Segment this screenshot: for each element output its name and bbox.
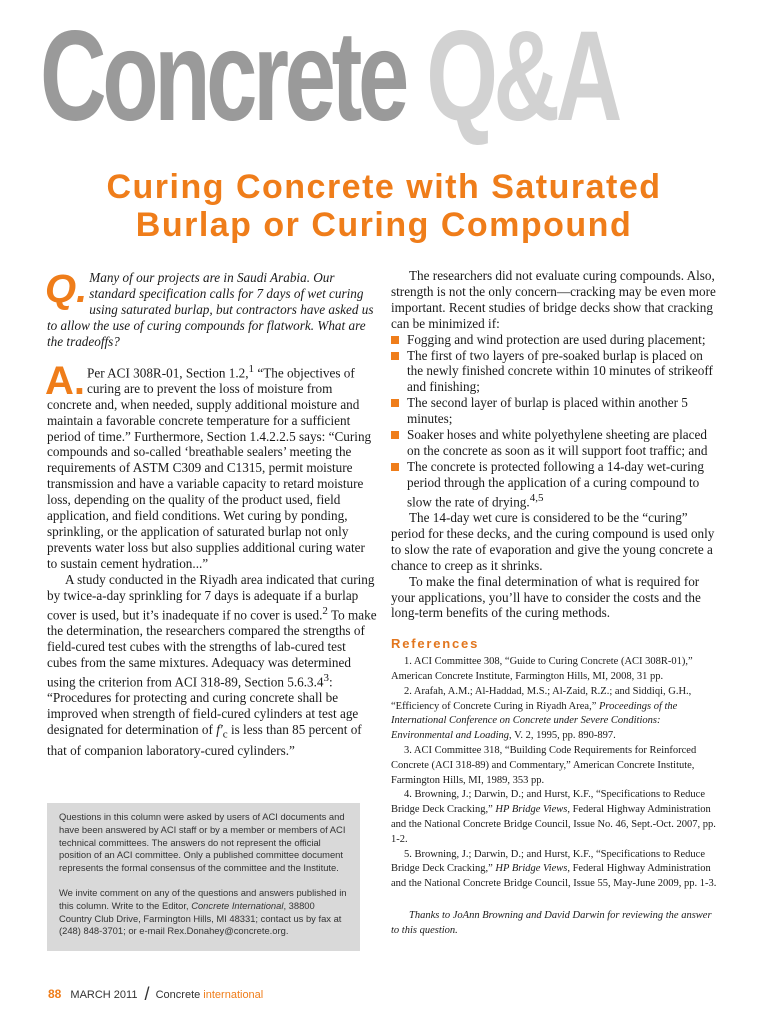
fc-symbol: f′ (216, 721, 223, 737)
bullet-5-text: The concrete is protected following a 14-day wet-curing period through the application of a curing compound to slow the rate of drying. (407, 458, 704, 510)
answer-p2-text-c: : “Procedures for protecting and curing concrete shall be improved when strength of field-cured cylinders at test age designated for determination of (47, 673, 359, 737)
issue-date: MARCH 2011 (70, 989, 138, 1001)
masthead-qa: Q&A (426, 18, 619, 148)
left-column (45, 267, 377, 759)
bullet-item: The first of two layers of pre-soaked burlap is placed on the newly finished concrete within 10 minutes of strikeoff and finishing; (391, 348, 721, 396)
masthead-word: Concrete (40, 18, 405, 148)
masthead-title (40, 18, 618, 148)
answer-paragraph-4: The 14-day wet cure is considered to be the “curing” period for these decks, and the curing compound is used only to slow the rate of evaporation and give the young concrete a chance to creep as it shrinks. (391, 509, 715, 573)
bullet-item: Fogging and wind protection are used during placement; (391, 332, 721, 348)
reference-4-text: 4. Browning, J.; Darwin, D.; and Hurst, K.F., “Specifications to Reduce Bridge Deck Cracking,” (391, 789, 705, 816)
question-paragraph (45, 267, 377, 350)
answer-paragraph-5: To make the final determination of what is required for your applications, you’ll have to consider the costs and the long-term benefits of the curing methods. (391, 573, 701, 621)
reference-2-tail: , V. 2, 1995, pp. 890-897. (509, 730, 616, 742)
reference-1: 1. ACI Committee 308, “Guide to Curing Concrete (ACI 308R-01),” American Concrete Institute, Farmington Hills, MI, 2008, 31 pp. (391, 656, 693, 683)
page-footer (48, 982, 263, 1003)
reference-5-title: HP Bridge Views (495, 863, 568, 875)
disclaimer-box (47, 803, 360, 951)
invite-text-b: , 38800 Country Club Drive, Farmington Hills, MI 48331; contact us by fax at (248) 848-3701; or e-mail Rex.Donahey@concrete.org. (59, 899, 342, 937)
reference-4-title: HP Bridge Views (495, 804, 568, 816)
answer-p2-text-b: To make the determination, the researchers compared the strengths of field-cured test cubes with the strengths of lab-cured test cubes from the same mixtures. Adequacy was determined using the criterion from ACI 318-89, Section 5.6.3.4 (47, 606, 377, 689)
article-title-line2: Burlap or Curing Compound (135, 206, 633, 244)
question-drop-letter: Q. (45, 267, 88, 311)
reference-3: 3. ACI Committee 318, “Building Code Requirements for Reinforced Concrete (ACI 318-89) and Commentary,” American Concrete Institute, Farmington Hills, MI, 1989, 353 pp. (391, 745, 697, 786)
answer-paragraph-1 (45, 358, 377, 572)
fc-subscript: c (222, 728, 228, 741)
answer-paragraph-3: The researchers did not evaluate curing compounds. Also, strength is not the only concern—cracking may be even more important. Recent studies of bridge decks show that cracking can be minimized if: (391, 268, 716, 331)
question-text: Many of our projects are in Saudi Arabia. Our standard specification calls for 7 days of wet curing using saturated burlap, but contractors have asked us to allow the use of curing compounds for flatwork. What are the tradeoffs? (47, 270, 374, 349)
bullet-item (391, 459, 721, 510)
reference-5 (391, 848, 721, 892)
bullet-item: Soaker hoses and white polyethylene sheeting are placed on the concrete as soon as it will support foot traffic; and (391, 427, 721, 459)
footer-divider: / (144, 984, 150, 1004)
citation-2: 2 (322, 604, 328, 617)
article-title (0, 168, 768, 244)
invite-comment-text (59, 887, 348, 938)
right-column (391, 268, 721, 939)
brand-international: international (200, 989, 264, 1001)
citation-3: 3 (323, 671, 330, 684)
disclaimer-text: Questions in this column were asked by users of ACI documents and have been answered by ACI staff or by a member or members of ACI technical committees. The answers do not represent the official position of an ACI committee. Only a published committee document represents the formal consensus of the committee and the Institute. (59, 811, 346, 874)
answer-drop-letter: A. (45, 358, 85, 403)
answer-paragraph-2 (47, 572, 377, 759)
reference-5-text: 5. Browning, J.; Darwin, D.; and Hurst, K.F., “Specifications to Reduce Bridge Deck Cracking,” (391, 848, 705, 875)
reference-2-title: Proceedings of the International Conference on Concrete under Severe Conditions: Environmental and Loading (391, 700, 678, 742)
reference-4-tail: , Federal Highway Administration and the National Concrete Bridge Council, Issue No. 46, Sept.-Oct. 2007, pp. 1-2. (391, 804, 716, 845)
brand-concrete: Concrete (155, 989, 201, 1001)
reference-5-tail: , Federal Highway Administration and the National Concrete Bridge Council, Issue 55, May-June 2009, pp. 1-3. (391, 863, 717, 890)
reference-2 (391, 685, 721, 744)
answer-p1-text-b: “The objectives of curing are to prevent the loss of moisture from concrete and, when needed, supply additional moisture and maintain a favorable concrete temperature for a sufficient period of time.” Furthermore, Section 1.4.2.2.5 says: “Curing compounds and so-called ‘breathable sealers’ meeting the requirements of ASTM C309 and C1315, permit moisture transmission and have a variable capacity to retard moisture loss, depending on the quality of the product used, field application, and field conditions. Wet curing by ponding, sprinkling, or the application of saturated burlap not only prevents water loss but also supplies additional curing water to sustain cement hydration...” (47, 364, 372, 571)
cracking-bullet-list (391, 332, 721, 510)
citation-1: 1 (248, 362, 255, 375)
masthead (40, 18, 740, 148)
references-heading: References (391, 636, 480, 652)
reference-4 (391, 788, 721, 847)
reference-2-text: 2. Arafah, A.M.; Al-Haddad, M.S.; Al-Zaid, R.Z.; and Siddiqi, G.H., “Efficiency of Concrete Curing in Riyadh Area,” (391, 685, 692, 712)
citation-4-5: 4,5 (529, 491, 544, 504)
answer-p2-text-d: is less than 85 percent of that of companion laboratory-cured cylinders.” (47, 721, 362, 759)
answer-p2-text-a: A study conducted in the Riyadh area indicated that curing by twice-a-day sprinkling for 7 days is adequate if a burlap cover is used, but it’s inadequate if no cover is used. (47, 571, 375, 622)
acknowledgment: Thanks to JoAnn Browning and David Darwin for reviewing the answer to this question. (391, 909, 712, 936)
magazine-name: Concrete International (191, 899, 284, 911)
answer-p1-text-a: Per ACI 308R-01, Section 1.2, (87, 364, 249, 380)
invite-text-a: We invite comment on any of the questions and answers published in this column. Write to the Editor, (59, 886, 347, 911)
page-number: 88 (48, 987, 62, 1001)
bullet-item: The second layer of burlap is placed within another 5 minutes; (391, 395, 721, 427)
article-title-line1: Curing Concrete with Saturated (106, 168, 662, 206)
